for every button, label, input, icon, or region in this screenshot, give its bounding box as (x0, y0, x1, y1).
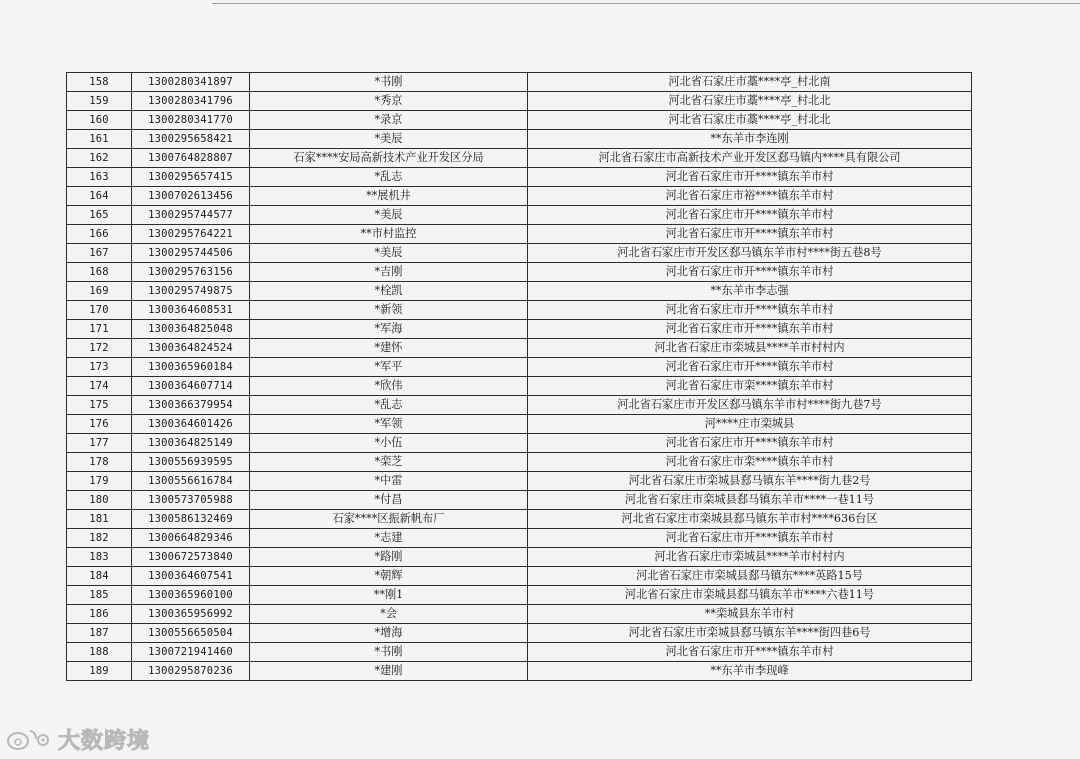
table-row (67, 244, 972, 263)
row-number: 168 (67, 263, 132, 282)
row-number: 162 (67, 149, 132, 168)
account-name: *建怀 (250, 339, 528, 358)
account-name: *军领 (250, 415, 528, 434)
account-address: **栾城县东羊市村 (528, 605, 972, 624)
row-number: 174 (67, 377, 132, 396)
table-row (67, 529, 972, 548)
table-row (67, 92, 972, 111)
account-name: *付昌 (250, 491, 528, 510)
row-number: 160 (67, 111, 132, 130)
account-number: 1300664829346 (132, 529, 250, 548)
account-address: 河北省石家庄市栾城县郄马镇东羊市村****636台区 (528, 510, 972, 529)
row-number: 180 (67, 491, 132, 510)
account-number: 1300586132469 (132, 510, 250, 529)
row-number: 169 (67, 282, 132, 301)
account-address: 河北省石家庄市栾城县****羊市村村内 (528, 548, 972, 567)
account-number: 1300295744506 (132, 244, 250, 263)
account-name: **刚1 (250, 586, 528, 605)
table-row (67, 662, 972, 681)
table-row (67, 643, 972, 662)
account-address: 河北省石家庄市藁****亭_村北南 (528, 73, 972, 92)
table-row (67, 548, 972, 567)
account-address: 河北省石家庄市高新技术产业开发区郄马镇内****具有限公司 (528, 149, 972, 168)
row-number: 170 (67, 301, 132, 320)
account-address: 河北省石家庄市开****镇东羊市村 (528, 434, 972, 453)
account-address: 河北省石家庄市栾城县****羊市村村内 (528, 339, 972, 358)
account-number: 1300364607541 (132, 567, 250, 586)
table-row (67, 415, 972, 434)
account-address: 河北省石家庄市栾城县郄马镇东羊市****六巷11号 (528, 586, 972, 605)
account-name: *建刚 (250, 662, 528, 681)
table-row (67, 434, 972, 453)
row-number: 184 (67, 567, 132, 586)
account-address: **东羊市李现峰 (528, 662, 972, 681)
account-address: 河北省石家庄市开****镇东羊市村 (528, 301, 972, 320)
row-number: 175 (67, 396, 132, 415)
account-number: 1300364825149 (132, 434, 250, 453)
record-table-body (67, 73, 972, 681)
table-row (67, 605, 972, 624)
account-address: 河北省石家庄市开发区郄马镇东羊市村****街九巷7号 (528, 396, 972, 415)
account-name: *栾芝 (250, 453, 528, 472)
record-table (66, 72, 972, 681)
account-name: *小伍 (250, 434, 528, 453)
row-number: 177 (67, 434, 132, 453)
table-row (67, 567, 972, 586)
row-number: 183 (67, 548, 132, 567)
table-row (67, 624, 972, 643)
row-number: 173 (67, 358, 132, 377)
account-number: 1300280341796 (132, 92, 250, 111)
account-number: 1300366379954 (132, 396, 250, 415)
account-name: *录京 (250, 111, 528, 130)
account-number: 1300295870236 (132, 662, 250, 681)
row-number: 159 (67, 92, 132, 111)
account-name: *书刚 (250, 643, 528, 662)
row-number: 166 (67, 225, 132, 244)
table-row (67, 282, 972, 301)
table-row (67, 149, 972, 168)
account-number: 1300280341770 (132, 111, 250, 130)
row-number: 189 (67, 662, 132, 681)
account-name: **市村监控 (250, 225, 528, 244)
account-number: 1300364601426 (132, 415, 250, 434)
row-number: 178 (67, 453, 132, 472)
row-number: 181 (67, 510, 132, 529)
account-address: 河北省石家庄市栾城县郄马镇东羊****街九巷2号 (528, 472, 972, 491)
account-address: 河北省石家庄市栾城县郄马镇东****英路15号 (528, 567, 972, 586)
account-number: 1300364824524 (132, 339, 250, 358)
account-name: *栓凯 (250, 282, 528, 301)
row-number: 188 (67, 643, 132, 662)
table-row (67, 358, 972, 377)
row-number: 164 (67, 187, 132, 206)
row-number: 182 (67, 529, 132, 548)
table-row (67, 320, 972, 339)
account-name: *美辰 (250, 244, 528, 263)
table-row (67, 225, 972, 244)
account-number: 1300573705988 (132, 491, 250, 510)
account-name: 石家****安局高新技术产业开发区分局 (250, 149, 528, 168)
row-number: 163 (67, 168, 132, 187)
account-number: 1300295658421 (132, 130, 250, 149)
table-row (67, 168, 972, 187)
account-address: 河北省石家庄市开****镇东羊市村 (528, 643, 972, 662)
account-name: *欣伟 (250, 377, 528, 396)
account-name: *军平 (250, 358, 528, 377)
account-address: 河北省石家庄市藁****亭_村北北 (528, 92, 972, 111)
table-row (67, 453, 972, 472)
account-name: *新领 (250, 301, 528, 320)
row-number: 176 (67, 415, 132, 434)
table-row (67, 301, 972, 320)
document-table-wrapper (66, 72, 971, 681)
row-number: 161 (67, 130, 132, 149)
account-name: *吉刚 (250, 263, 528, 282)
account-name: 石家****区振新帆布厂 (250, 510, 528, 529)
account-number: 1300556939595 (132, 453, 250, 472)
account-number: 1300672573840 (132, 548, 250, 567)
account-number: 1300365960184 (132, 358, 250, 377)
table-row (67, 491, 972, 510)
table-row (67, 586, 972, 605)
account-address: 河****庄市栾城县 (528, 415, 972, 434)
account-address: 河北省石家庄市开****镇东羊市村 (528, 225, 972, 244)
account-number: 1300295744577 (132, 206, 250, 225)
row-number: 172 (67, 339, 132, 358)
row-number: 185 (67, 586, 132, 605)
row-number: 165 (67, 206, 132, 225)
account-name: *美辰 (250, 206, 528, 225)
account-address: 河北省石家庄市藁****亭_村北北 (528, 111, 972, 130)
top-rule (212, 3, 1080, 4)
table-row (67, 111, 972, 130)
table-row (67, 263, 972, 282)
account-name: *秀京 (250, 92, 528, 111)
account-number: 1300556650504 (132, 624, 250, 643)
table-row (67, 377, 972, 396)
account-name: *会 (250, 605, 528, 624)
account-number: 1300295749875 (132, 282, 250, 301)
account-address: 河北省石家庄市栾****镇东羊市村 (528, 453, 972, 472)
account-number: 1300764828807 (132, 149, 250, 168)
table-row (67, 510, 972, 529)
account-name: *志建 (250, 529, 528, 548)
account-name: *中雷 (250, 472, 528, 491)
account-address: **东羊市李连刚 (528, 130, 972, 149)
table-row (67, 339, 972, 358)
account-address: 河北省石家庄市栾城县郄马镇东羊市****一巷11号 (528, 491, 972, 510)
account-name: *乱志 (250, 396, 528, 415)
account-number: 1300364607714 (132, 377, 250, 396)
account-name: *军海 (250, 320, 528, 339)
watermark (6, 724, 150, 754)
row-number: 158 (67, 73, 132, 92)
account-number: 1300295657415 (132, 168, 250, 187)
account-name: *路刚 (250, 548, 528, 567)
account-number: 1300556616784 (132, 472, 250, 491)
account-address: 河北省石家庄市栾****镇东羊市村 (528, 377, 972, 396)
row-number: 186 (67, 605, 132, 624)
watermark-text: 大数跨境 (58, 728, 151, 754)
account-number: 1300295763156 (132, 263, 250, 282)
account-name: **展机井 (250, 187, 528, 206)
account-number: 1300721941460 (132, 643, 250, 662)
account-address: 河北省石家庄市开****镇东羊市村 (528, 320, 972, 339)
account-number: 1300365956992 (132, 605, 250, 624)
account-number: 1300365960100 (132, 586, 250, 605)
account-address: 河北省石家庄市栾城县郄马镇东羊****街四巷6号 (528, 624, 972, 643)
account-address: 河北省石家庄市裕****镇东羊市村 (528, 187, 972, 206)
account-name: *增海 (250, 624, 528, 643)
row-number: 167 (67, 244, 132, 263)
account-number: 1300295764221 (132, 225, 250, 244)
account-address: 河北省石家庄市开****镇东羊市村 (528, 529, 972, 548)
account-number: 1300364825048 (132, 320, 250, 339)
account-address: 河北省石家庄市开发区郄马镇东羊市村****街五巷8号 (528, 244, 972, 263)
table-row (67, 130, 972, 149)
account-name: *书刚 (250, 73, 528, 92)
account-address: 河北省石家庄市开****镇东羊市村 (528, 168, 972, 187)
account-name: *美辰 (250, 130, 528, 149)
account-name: *乱志 (250, 168, 528, 187)
account-address: **东羊市李志强 (528, 282, 972, 301)
account-address: 河北省石家庄市开****镇东羊市村 (528, 358, 972, 377)
account-number: 1300364608531 (132, 301, 250, 320)
account-number: 1300280341897 (132, 73, 250, 92)
weibo-logo-icon (6, 726, 52, 752)
account-name: *朝辉 (250, 567, 528, 586)
account-address: 河北省石家庄市开****镇东羊市村 (528, 263, 972, 282)
row-number: 171 (67, 320, 132, 339)
row-number: 179 (67, 472, 132, 491)
table-row (67, 187, 972, 206)
table-row (67, 73, 972, 92)
row-number: 187 (67, 624, 132, 643)
table-row (67, 396, 972, 415)
account-address: 河北省石家庄市开****镇东羊市村 (528, 206, 972, 225)
table-row (67, 472, 972, 491)
table-row (67, 206, 972, 225)
account-number: 1300702613456 (132, 187, 250, 206)
